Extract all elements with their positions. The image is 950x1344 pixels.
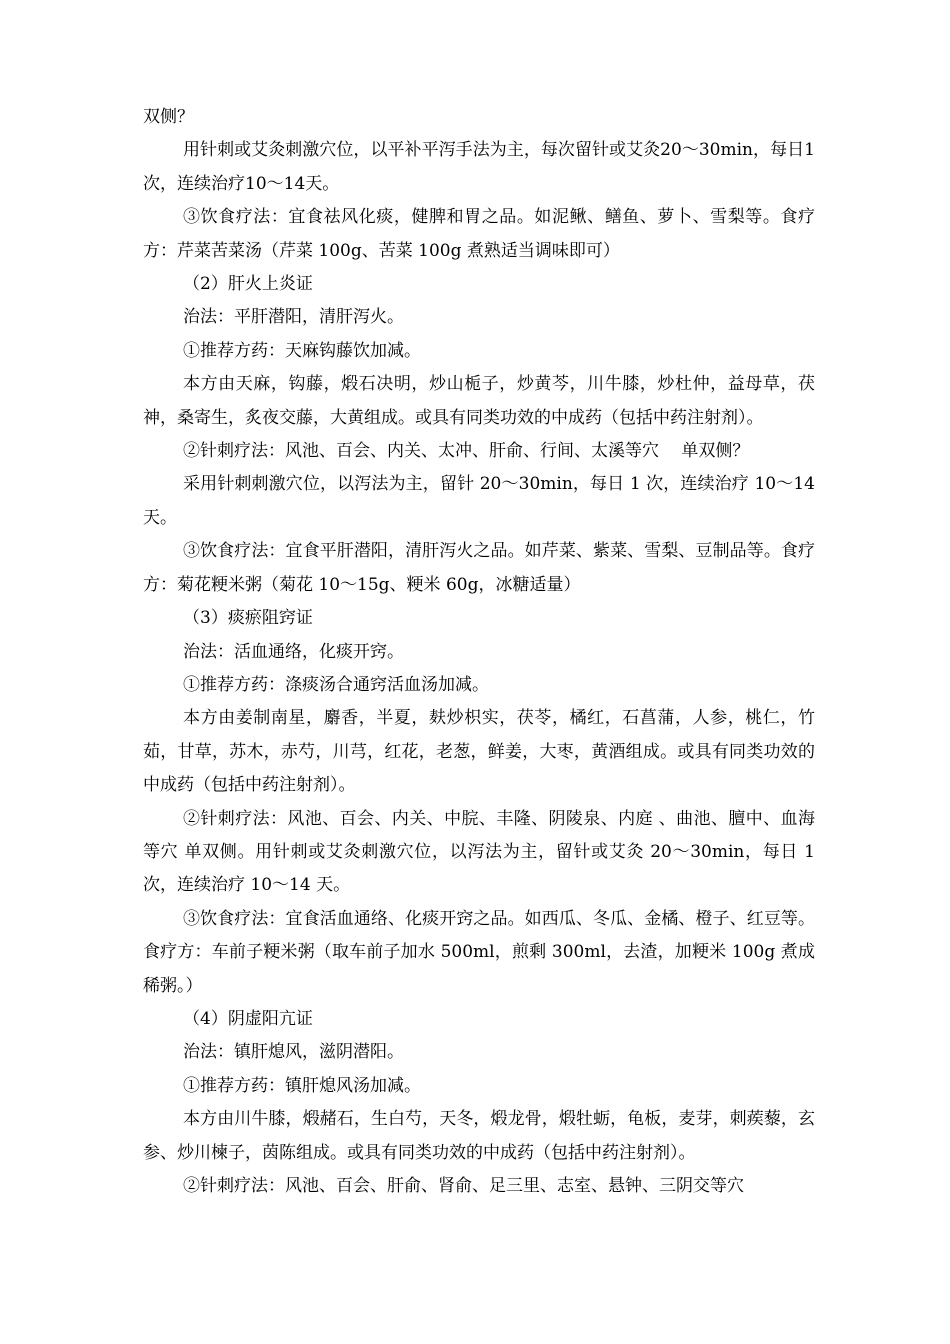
- paragraph: ②针刺疗法：风池、百会、内关、中脘、丰隆、阴陵泉、内庭 、曲池、膻中、血海等穴 单双侧。用针刺或艾灸刺激穴位，以泻法为主，留针或艾灸 20～30min，每日 1 次，连续治疗 10～14 天。: [143, 808, 815, 896]
- paragraph: ②针刺疗法：风池、百会、肝俞、肾俞、足三里、志室、悬钟、三阴交等穴: [183, 1176, 744, 1196]
- paragraph: ③饮食疗法：宜食平肝潜阳，清肝泻火之品。如芹菜、紫菜、雪梨、豆制品等。食疗方：菊花粳米粥（菊花 10～15g、粳米 60g，冰糖适量）: [143, 541, 815, 595]
- document-body: [143, 101, 815, 1203]
- section-heading: （4）阴虚阳亢证: [183, 1008, 313, 1029]
- paragraph: 双侧？: [143, 107, 194, 127]
- paragraph: ①推荐方药：镇肝熄风汤加减。: [183, 1075, 421, 1096]
- paragraph: ①推荐方药：天麻钩藤饮加减。: [183, 340, 421, 361]
- paragraph: 治法：活血通络，化痰开窍。: [183, 641, 404, 662]
- paragraph: ③饮食疗法：宜食祛风化痰，健脾和胃之品。如泥鳅、鳝鱼、萝卜、雪梨等。食疗方：芹菜苦菜汤（芹菜 100g、苦菜 100g 煮熟适当调味即可）: [143, 207, 815, 261]
- paragraph: 本方由川牛膝，煅赭石，生白芍，天冬，煅龙骨，煅牡蛎，龟板，麦芽，刺蒺藜，玄参、炒川楝子，茵陈组成。或具有同类功效的中成药（包括中药注射剂）。: [143, 1109, 815, 1163]
- paragraph: 治法：平肝潜阳，清肝泻火。: [183, 307, 404, 328]
- section-heading: （3）痰瘀阻窍证: [183, 608, 313, 629]
- paragraph: 采用针刺刺激穴位，以泻法为主，留针 20～30min，每日 1 次，连续治疗 10～14 天。: [143, 474, 815, 528]
- paragraph: ①推荐方药：涤痰汤合通窍活血汤加减。: [183, 674, 489, 695]
- paragraph: 本方由天麻，钩藤，煅石决明，炒山栀子，炒黄芩，川牛膝，炒杜仲，益母草，茯神，桑寄生，炙夜交藤，大黄组成。或具有同类功效的中成药（包括中药注射剂）。: [143, 374, 815, 428]
- paragraph: ②针刺疗法：风池、百会、内关、太冲、肝俞、行间、太溪等穴 单双侧？: [183, 441, 750, 462]
- paragraph: 用针刺或艾灸刺激穴位，以平补平泻手法为主，每次留针或艾灸20～30min，每日1次，连续治疗10～14天。: [143, 140, 815, 194]
- section-heading: （2）肝火上炎证: [183, 274, 313, 295]
- paragraph: ③饮食疗法：宜食活血通络、化痰开窍之品。如西瓜、冬瓜、金橘、橙子、红豆等。食疗方：车前子粳米粥（取车前子加水 500ml，煎剩 300ml，去渣，加粳米 100g 煮成稀粥。）: [143, 908, 815, 996]
- paragraph: 治法：镇肝熄风，滋阴潜阳。: [183, 1042, 404, 1063]
- paragraph: 本方由姜制南星，麝香，半夏，麸炒枳实，茯苓，橘红，石菖蒲，人参，桃仁，竹茹，甘草，苏木，赤芍，川芎，红花，老葱，鲜姜，大枣，黄酒组成。或具有同类功效的中成药（包括中药注射剂）。: [143, 708, 815, 796]
